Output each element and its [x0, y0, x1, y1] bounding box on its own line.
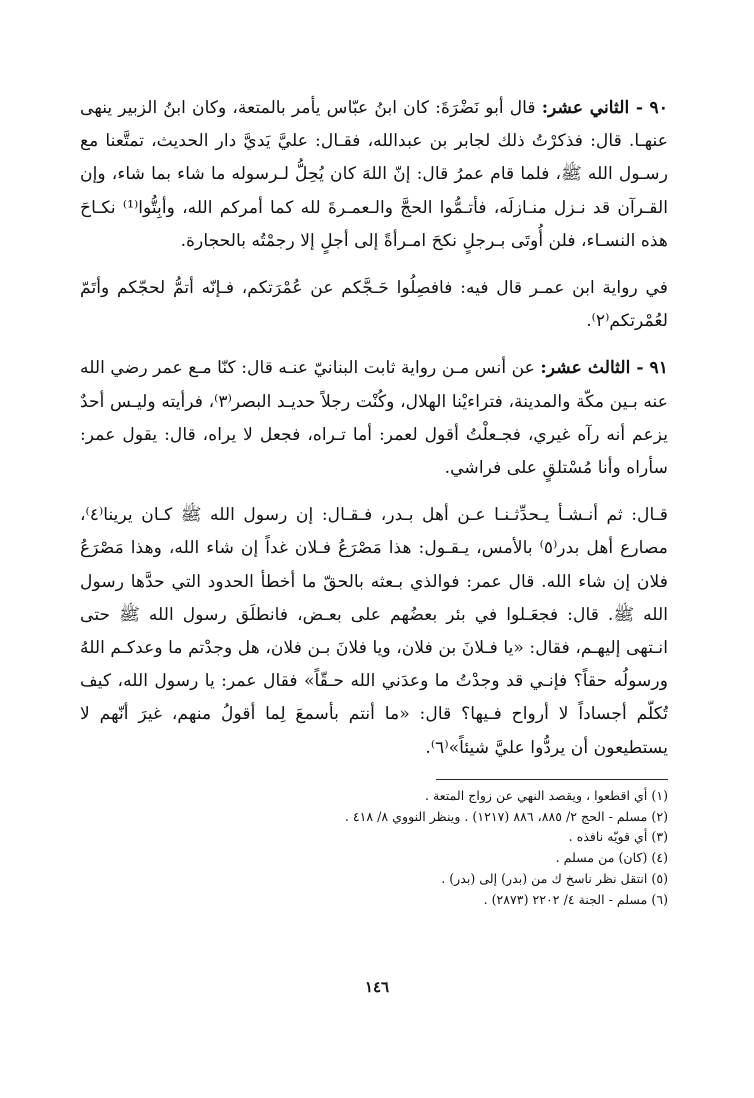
narration-paragraph-ibn-umar [80, 272, 668, 338]
hadith-paragraph-91 [80, 352, 668, 485]
narration-text: في رواية ابن عمـر قال فيه: فافصِلُوا حَـجَّكم عن عُمْرَتكم، فـإنّه أتمُّ لحجّكم وأتَمّ لعُمْرتكم⁽٢⁾. [80, 278, 668, 332]
footnote-3: (٣) أي قويّه نافذه . [568, 829, 668, 845]
page-number: ١٤٦ [364, 978, 390, 996]
footnote-2: (٢) مسلم - الحج ٢/ ٨٨٥، ٨٨٦ (١٢١٧) . وينظر النووي ٨/ ٤١٨ . [344, 808, 668, 824]
footnote-1: (١) أي اقطعوا ، ويقصد النهي عن زواج المتعة . [424, 787, 668, 803]
footnote-separator [436, 779, 668, 780]
footnotes [80, 786, 668, 911]
hadith-heading: ٩٠ - الثاني عشر: [541, 98, 669, 118]
hadith-text: عن أنس مـن رواية ثابت البنانيّ عنـه قال: كنّا مـع عمر رضي الله عنه بـين مكّة والمدينة، فتراءيْنا الهلال، وكُنْت رجلاً حديـد البصر⁽٣⁾، فرأيته وليـس أحدٌ يزعم أنه رآه غيري، فجـعلْتُ أقول لعمر: أما تـراه، فجعل لا يراه، قال: يقول عمر: سأراه وأنا مُسْتلقٍ على فراشي. [80, 358, 668, 479]
footnote-4: (٤) (كان) من مسلم . [555, 850, 668, 866]
footnote-6: (٦) مسلم - الجنة ٤/ ٢٢٠٢ (٢٨٧٣) . [483, 891, 668, 907]
footnote-5: (٥) انتقل نظر ناسخ ك من (بدر) إلى (بدر) . [441, 871, 668, 887]
narration-text: قـال: ثم أنـشـأ يـحدِّثـنـا عـن أهل بـدر، فـقـال: إن رسول الله ﷺ كـان يرينا⁽٤⁾، مصارع أهل بدر⁽٥⁾ بالأمس، يـقـول: هذا مَصْرَعُ فـلان غداً إن شاء الله، وهذا مَصْرَعُ فلان إن شاء الله. قال عمر: فوالذي بـعثه بالحقّ ما أخطأ الحدود التي حدَّها رسول الله ﷺ. قال: فجعَـلوا في بئر بعضُهم على بعـض، فانطلَق رسول الله ﷺ حتى انـتهى إليهـم، فقال: «يا فـلانَ بن فلان، ويا فلانَ بـن فلان، هل وجدْتم ما وعدكـم اللهُ ورسولُه حقاً؟ فإنـي قد وجدْتُ ما وعدَني الله حـقّاً» فقال عمر: يا رسول الله، كيف تُكلّم أجساداً لا أرواح فـيها؟ قال: «ما أنتم بأسمعَ لِما أقولُ منهم، غيرَ أنّهم لا يستطيعون أن يردُّوا عليَّ شيئاً»⁽٦⁾. [80, 505, 669, 758]
hadith-paragraph-90 [80, 92, 668, 258]
narration-paragraph-badr [80, 499, 668, 765]
hadith-heading: ٩١ - الثالث عشر: [540, 358, 668, 379]
hadith-text: قال أبو نَضْرَةَ: كان ابنُ عبّاس يأمر بالمتعة، وكان ابنُ الزبير ينهى عنهـا. قال: فذكرْتُ ذلك لجابر بن عبدالله، فقـال: عليَّ يَديَّ دار الحديث، تمتَّعنا مع رسـول الله ﷺ، فلما قام عمرُ قال: إنّ اللهَ كان يُحِلُّ لـرسوله ما شاء بما شاء، وإن القـرآن قد نـزل منـازلَه، فأتـمُّوا الحجَّ والـعمـرةَ لله كما أمركم الله، وأبِتُّوا⁽¹⁾ نكـاحَ هذه النسـاء، فلن أُوتَى بـرجلٍ نكحَ امـرأةً إلى أجلٍ إلا رجمْتُه بالحجارة. [80, 98, 668, 251]
